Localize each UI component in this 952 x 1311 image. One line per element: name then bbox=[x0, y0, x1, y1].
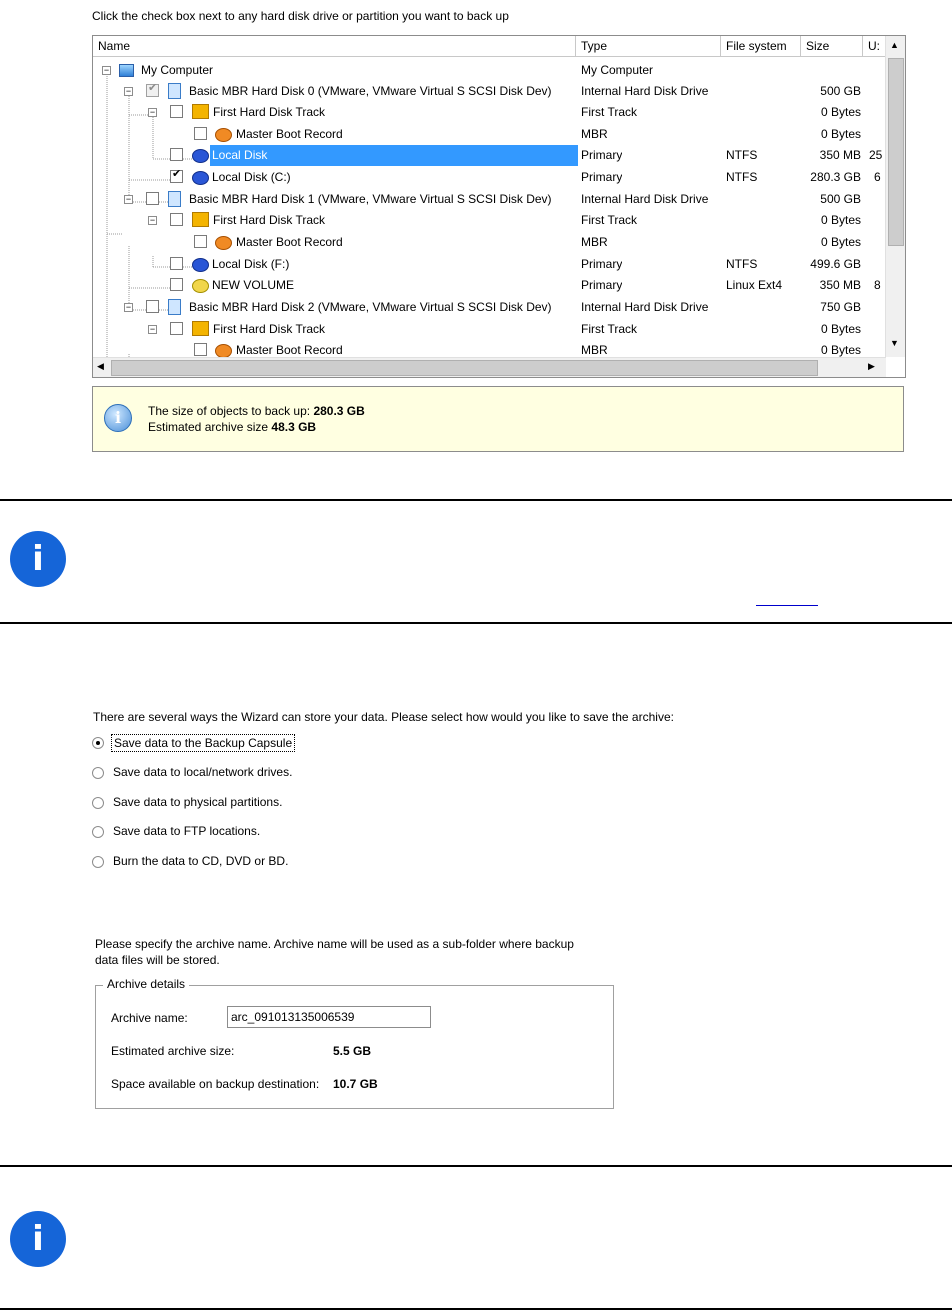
size-line-2 bbox=[148, 420, 316, 434]
row-name: First Hard Disk Track bbox=[213, 213, 326, 227]
note-rule-top bbox=[0, 499, 952, 501]
column-header-name[interactable]: Name bbox=[93, 36, 576, 57]
tree-row-my-computer[interactable] bbox=[93, 60, 883, 81]
storage-prompt: There are several ways the Wizard can store your data. Please select how would you like to save the archive: bbox=[93, 710, 674, 724]
column-header-size[interactable]: Size bbox=[801, 36, 863, 57]
disk-icon bbox=[168, 83, 181, 99]
radio-local-network[interactable] bbox=[92, 764, 392, 782]
row-used: 8 bbox=[874, 278, 881, 292]
row-name: Master Boot Record bbox=[236, 127, 343, 141]
archive-name-label: Archive name: bbox=[111, 1011, 188, 1025]
tree-row-disk-2[interactable] bbox=[93, 297, 883, 318]
row-size: 0 Bytes bbox=[820, 235, 861, 249]
column-header-used[interactable]: U: bbox=[863, 36, 886, 57]
row-type: MBR bbox=[581, 343, 608, 357]
row-type: First Track bbox=[581, 322, 637, 336]
row-size: 350 MB bbox=[819, 148, 861, 162]
note2-rule-bottom bbox=[0, 1308, 952, 1310]
track-icon bbox=[192, 321, 209, 336]
disk-icon bbox=[168, 299, 181, 315]
mbr-icon bbox=[215, 344, 232, 357]
tree-row-local-disk-f[interactable] bbox=[93, 254, 883, 275]
note-rule-bottom bbox=[0, 622, 952, 624]
row-used: 25 bbox=[869, 148, 883, 162]
tree-row-local-disk[interactable] bbox=[93, 145, 883, 166]
info-icon: i bbox=[104, 404, 132, 432]
radio-button[interactable] bbox=[92, 797, 104, 809]
tree-row-new-volume[interactable] bbox=[93, 275, 883, 296]
space-available-value: 10.7 GB bbox=[333, 1077, 378, 1091]
mbr-icon bbox=[215, 128, 232, 142]
radio-button[interactable] bbox=[92, 826, 104, 838]
tree-row-disk-0[interactable] bbox=[93, 81, 883, 102]
row-size: 500 GB bbox=[820, 192, 861, 206]
backup-instruction: Click the check box next to any hard disk drive or partition you want to back up bbox=[92, 9, 509, 23]
checkbox-first-track-1[interactable] bbox=[170, 213, 183, 226]
tree-row-first-track-2[interactable] bbox=[93, 319, 883, 340]
tree-row-mbr-0[interactable] bbox=[93, 124, 883, 145]
archive-prompt-line-1: Please specify the archive name. Archive name will be used as a sub-folder where backup bbox=[95, 937, 574, 951]
radio-button[interactable] bbox=[92, 767, 104, 779]
row-type: First Track bbox=[581, 105, 637, 119]
radio-button[interactable] bbox=[92, 737, 104, 749]
collapse-icon[interactable]: − bbox=[125, 194, 132, 204]
note2-rule-top bbox=[0, 1165, 952, 1167]
row-type: Primary bbox=[581, 278, 623, 292]
row-type: Primary bbox=[581, 170, 623, 184]
row-size: 0 Bytes bbox=[820, 343, 861, 357]
partition-icon bbox=[192, 258, 209, 272]
tree-row-first-track-0[interactable] bbox=[93, 102, 883, 123]
column-header-type[interactable]: Type bbox=[576, 36, 721, 57]
row-used: 6 bbox=[874, 170, 881, 184]
checkbox-local-disk-f[interactable] bbox=[170, 257, 183, 270]
mbr-icon bbox=[215, 236, 232, 250]
checkbox-local-disk-c[interactable]: ✔ bbox=[170, 170, 183, 183]
tree-row-mbr-1[interactable] bbox=[93, 232, 883, 253]
archive-name-input[interactable]: arc_091013135006539 bbox=[227, 1006, 431, 1028]
track-icon bbox=[192, 212, 209, 227]
tree-row-first-track-1[interactable] bbox=[93, 210, 883, 231]
space-available-label: Space available on backup destination: bbox=[111, 1077, 320, 1091]
row-size: 0 Bytes bbox=[820, 322, 861, 336]
note-link-underline[interactable] bbox=[756, 605, 818, 606]
row-size: 0 Bytes bbox=[820, 105, 861, 119]
row-name: Local Disk bbox=[210, 145, 578, 166]
checkbox-mbr-0[interactable] bbox=[194, 127, 207, 140]
row-name: Local Disk (F:) bbox=[212, 257, 290, 271]
note-info-icon: i bbox=[10, 531, 66, 587]
note2-info-icon: i bbox=[10, 1211, 66, 1267]
archive-prompt-line-2: data files will be stored. bbox=[95, 953, 220, 967]
radio-burn-disc[interactable] bbox=[92, 853, 392, 871]
vertical-scroll-thumb[interactable] bbox=[888, 58, 904, 246]
row-type: MBR bbox=[581, 235, 608, 249]
checkbox-disk-1[interactable] bbox=[146, 192, 159, 205]
row-filesystem: Linux Ext4 bbox=[726, 278, 783, 292]
radio-backup-capsule[interactable] bbox=[92, 734, 392, 752]
group-title: Archive details bbox=[103, 977, 189, 991]
horizontal-scrollbar[interactable] bbox=[93, 357, 886, 377]
size-line-1 bbox=[148, 404, 365, 418]
checkbox-disk-2[interactable] bbox=[146, 300, 159, 313]
row-size: 280.3 GB bbox=[810, 170, 861, 184]
estimated-size-value: 5.5 GB bbox=[333, 1044, 372, 1058]
linux-partition-icon bbox=[192, 279, 209, 293]
checkbox-new-volume[interactable] bbox=[170, 278, 183, 291]
vertical-scrollbar[interactable] bbox=[885, 36, 905, 357]
row-name: Basic MBR Hard Disk 2 (VMware, VMware Virtual S SCSI Disk Dev) bbox=[189, 300, 552, 314]
row-size: 500 GB bbox=[820, 84, 861, 98]
row-type: Internal Hard Disk Drive bbox=[581, 300, 709, 314]
column-header-filesystem[interactable]: File system bbox=[721, 36, 801, 57]
partition-tree-table[interactable] bbox=[92, 35, 906, 378]
row-size: 499.6 GB bbox=[810, 257, 861, 271]
checkbox-mbr-2[interactable] bbox=[194, 343, 207, 356]
horizontal-scroll-thumb[interactable] bbox=[111, 360, 818, 376]
row-type: Primary bbox=[581, 257, 623, 271]
row-filesystem: NTFS bbox=[726, 148, 758, 162]
row-type: Internal Hard Disk Drive bbox=[581, 84, 709, 98]
checkbox-mbr-1[interactable] bbox=[194, 235, 207, 248]
collapse-icon[interactable]: − bbox=[125, 86, 132, 96]
row-size: 350 MB bbox=[819, 278, 861, 292]
option-label: Save data to the Backup Capsule bbox=[111, 734, 295, 752]
collapse-icon[interactable]: − bbox=[103, 65, 110, 75]
row-type: MBR bbox=[581, 127, 608, 141]
checkbox-local-disk[interactable] bbox=[170, 148, 183, 161]
option-label: Save data to FTP locations. bbox=[113, 824, 261, 838]
checkbox-first-track-0[interactable] bbox=[170, 105, 183, 118]
row-name: First Hard Disk Track bbox=[213, 322, 326, 336]
estimated-size-label: Estimated archive size: bbox=[111, 1044, 235, 1058]
row-filesystem: NTFS bbox=[726, 257, 758, 271]
archive-details-group bbox=[95, 977, 614, 1109]
radio-ftp[interactable] bbox=[92, 823, 392, 841]
row-name: Basic MBR Hard Disk 1 (VMware, VMware Virtual S SCSI Disk Dev) bbox=[189, 192, 552, 206]
scroll-down-icon[interactable]: ▼ bbox=[890, 338, 899, 348]
archive-size-value: 48.3 GB bbox=[271, 420, 317, 434]
option-label: Save data to local/network drives. bbox=[113, 765, 293, 779]
row-type: Primary bbox=[581, 148, 623, 162]
row-name: Basic MBR Hard Disk 0 (VMware, VMware Virtual S SCSI Disk Dev) bbox=[189, 84, 552, 98]
collapse-icon[interactable]: − bbox=[125, 302, 132, 312]
collapse-icon[interactable]: − bbox=[149, 324, 156, 334]
row-type: Internal Hard Disk Drive bbox=[581, 192, 709, 206]
size-objects-value: 280.3 GB bbox=[313, 404, 365, 418]
archive-size-label: Estimated archive size bbox=[148, 420, 269, 434]
radio-physical-partitions[interactable] bbox=[92, 794, 392, 812]
collapse-icon[interactable]: − bbox=[149, 107, 156, 117]
radio-button[interactable] bbox=[92, 856, 104, 868]
row-name: My Computer bbox=[141, 63, 214, 77]
collapse-icon[interactable]: − bbox=[149, 215, 156, 225]
row-name: First Hard Disk Track bbox=[213, 105, 326, 119]
scroll-right-icon[interactable]: ▶ bbox=[868, 361, 875, 371]
scroll-left-icon[interactable]: ◀ bbox=[97, 361, 104, 371]
track-icon bbox=[192, 104, 209, 119]
row-name: Local Disk (C:) bbox=[212, 170, 291, 184]
tree-row-disk-1[interactable] bbox=[93, 189, 883, 210]
row-filesystem: NTFS bbox=[726, 170, 758, 184]
tree-row-mbr-2[interactable] bbox=[93, 340, 883, 357]
computer-icon bbox=[119, 64, 134, 77]
tree-row-local-disk-c[interactable] bbox=[93, 167, 883, 188]
row-name: Master Boot Record bbox=[236, 235, 343, 249]
checkbox-first-track-2[interactable] bbox=[170, 322, 183, 335]
scroll-up-icon[interactable]: ▲ bbox=[890, 40, 899, 50]
row-size: 750 GB bbox=[820, 300, 861, 314]
row-name: NEW VOLUME bbox=[212, 278, 295, 292]
row-type: My Computer bbox=[581, 63, 654, 77]
option-label: Burn the data to CD, DVD or BD. bbox=[113, 854, 289, 868]
row-size: 0 Bytes bbox=[820, 127, 861, 141]
backup-size-info bbox=[92, 386, 904, 452]
size-objects-label: The size of objects to back up: bbox=[148, 404, 311, 418]
option-label: Save data to physical partitions. bbox=[113, 795, 283, 809]
checkbox-disk-0[interactable]: ✔ bbox=[146, 84, 159, 97]
row-size: 0 Bytes bbox=[820, 213, 861, 227]
disk-icon bbox=[168, 191, 181, 207]
partition-icon bbox=[192, 171, 209, 185]
row-name: Master Boot Record bbox=[236, 343, 343, 357]
row-type: First Track bbox=[581, 213, 637, 227]
partition-icon bbox=[192, 149, 209, 163]
